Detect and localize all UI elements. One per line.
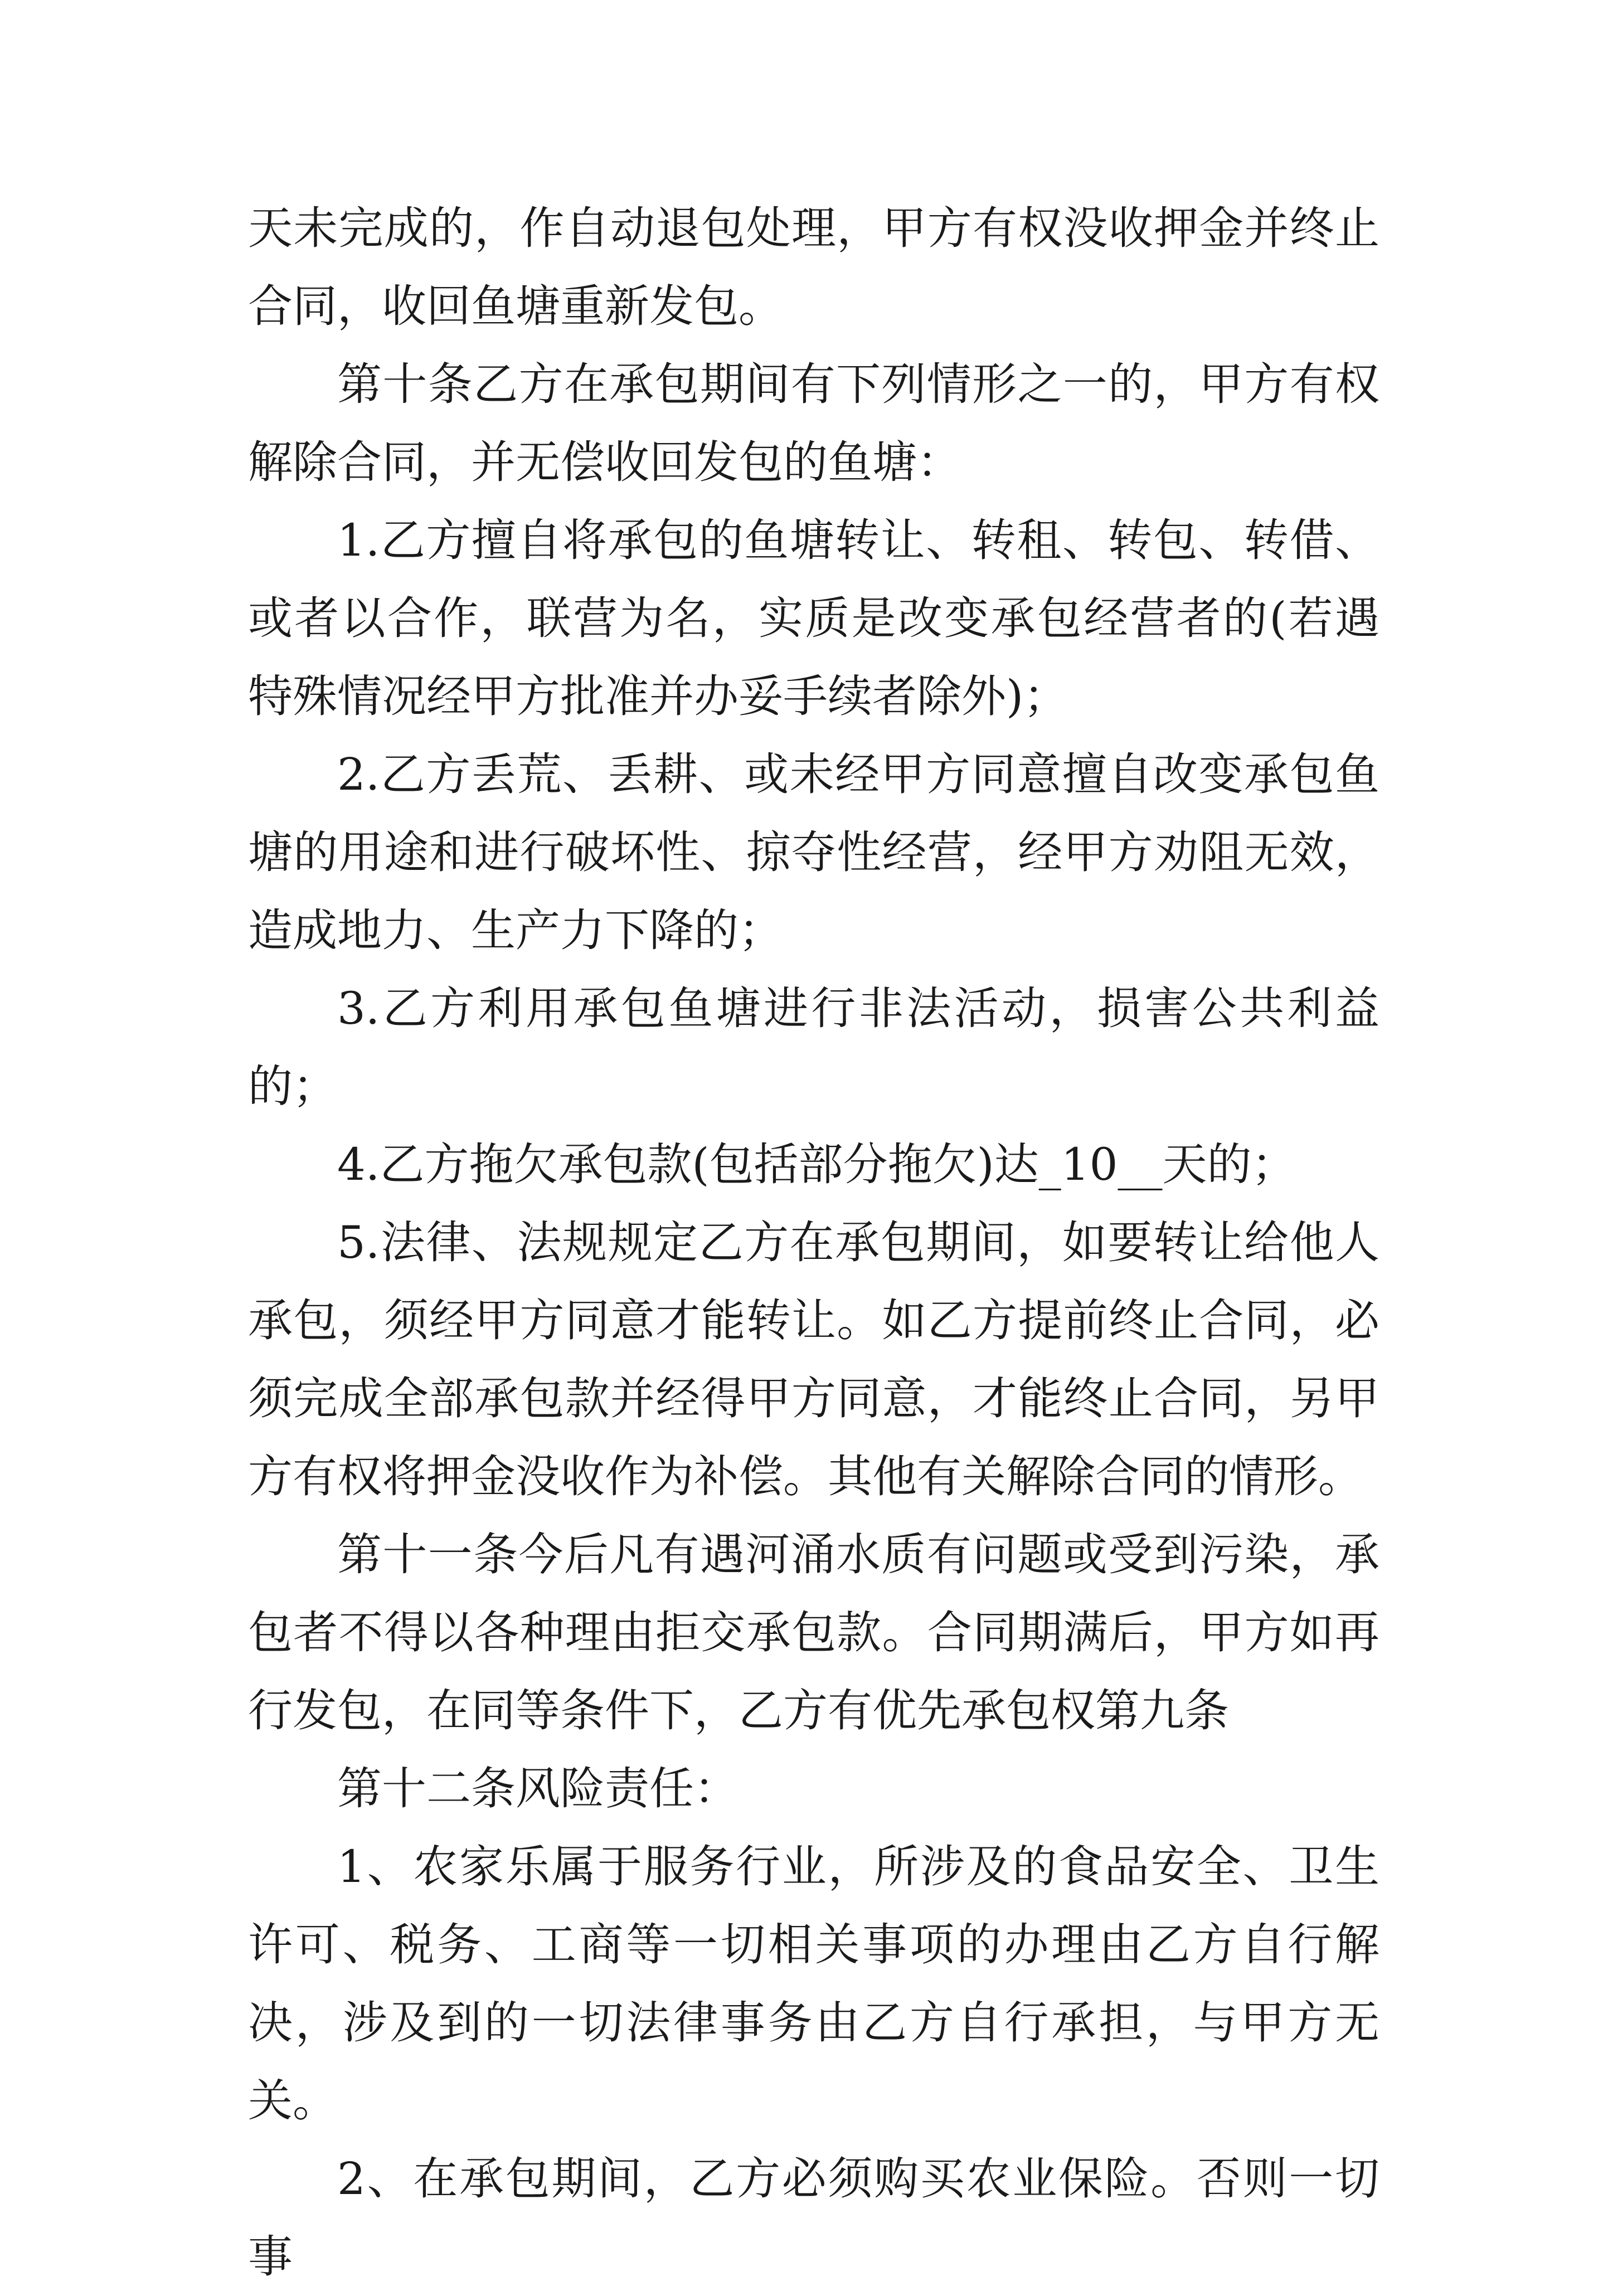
document-body	[248, 189, 1379, 2296]
paragraph-risk-1: 1、农家乐属于服务行业，所涉及的食品安全、卫生许可、税务、工商等一切相关事项的办理由乙方自行解决，涉及到的一切法律事务由乙方自行承担，与甲方无关。	[248, 1841, 1379, 2127]
paragraph-item-3: 3.乙方利用承包鱼塘进行非法活动，损害公共利益的；	[248, 982, 1379, 1112]
paragraph-1: 天未完成的，作自动退包处理，甲方有权没收押金并终止合同，收回鱼塘重新发包。	[248, 202, 1379, 332]
paragraph-article-12: 第十二条风险责任：	[337, 1763, 739, 1815]
paragraph-item-2: 2.乙方丢荒、丢耕、或未经甲方同意擅自改变承包鱼塘的用途和进行破坏性、掠夺性经营，经甲方劝阻无效，造成地力、生产力下降的；	[248, 748, 1379, 956]
paragraph-item-5: 5.法律、法规规定乙方在承包期间，如要转让给他人承包，须经甲方同意才能转让。如乙方提前终止合同，必须完成全部承包款并经得甲方同意，才能终止合同，另甲方有权将押金没收作为补偿。其他有关解除合同的情形。	[248, 1217, 1379, 1502]
paragraph-item-4: 4.乙方拖欠承包款(包括部分拖欠)达_10__天的；	[337, 1139, 1296, 1190]
paragraph-risk-2: 2、在承包期间，乙方必须购买农业保险。否则一切事	[248, 2153, 1379, 2283]
paragraph-item-1: 1.乙方擅自将承包的鱼塘转让、转租、转包、转借、或者以合作，联营为名，实质是改变承包经营者的(若遇特殊情况经甲方批准并办妥手续者除外)；	[248, 514, 1379, 722]
paragraph-article-11: 第十一条今后凡有遇河涌水质有问题或受到污染，承包者不得以各种理由拒交承包款。合同期满后，甲方如再行发包，在同等条件下，乙方有优先承包权第九条	[248, 1529, 1379, 1736]
paragraph-article-10: 第十条乙方在承包期间有下列情形之一的，甲方有权解除合同，并无偿收回发包的鱼塘：	[248, 358, 1379, 488]
